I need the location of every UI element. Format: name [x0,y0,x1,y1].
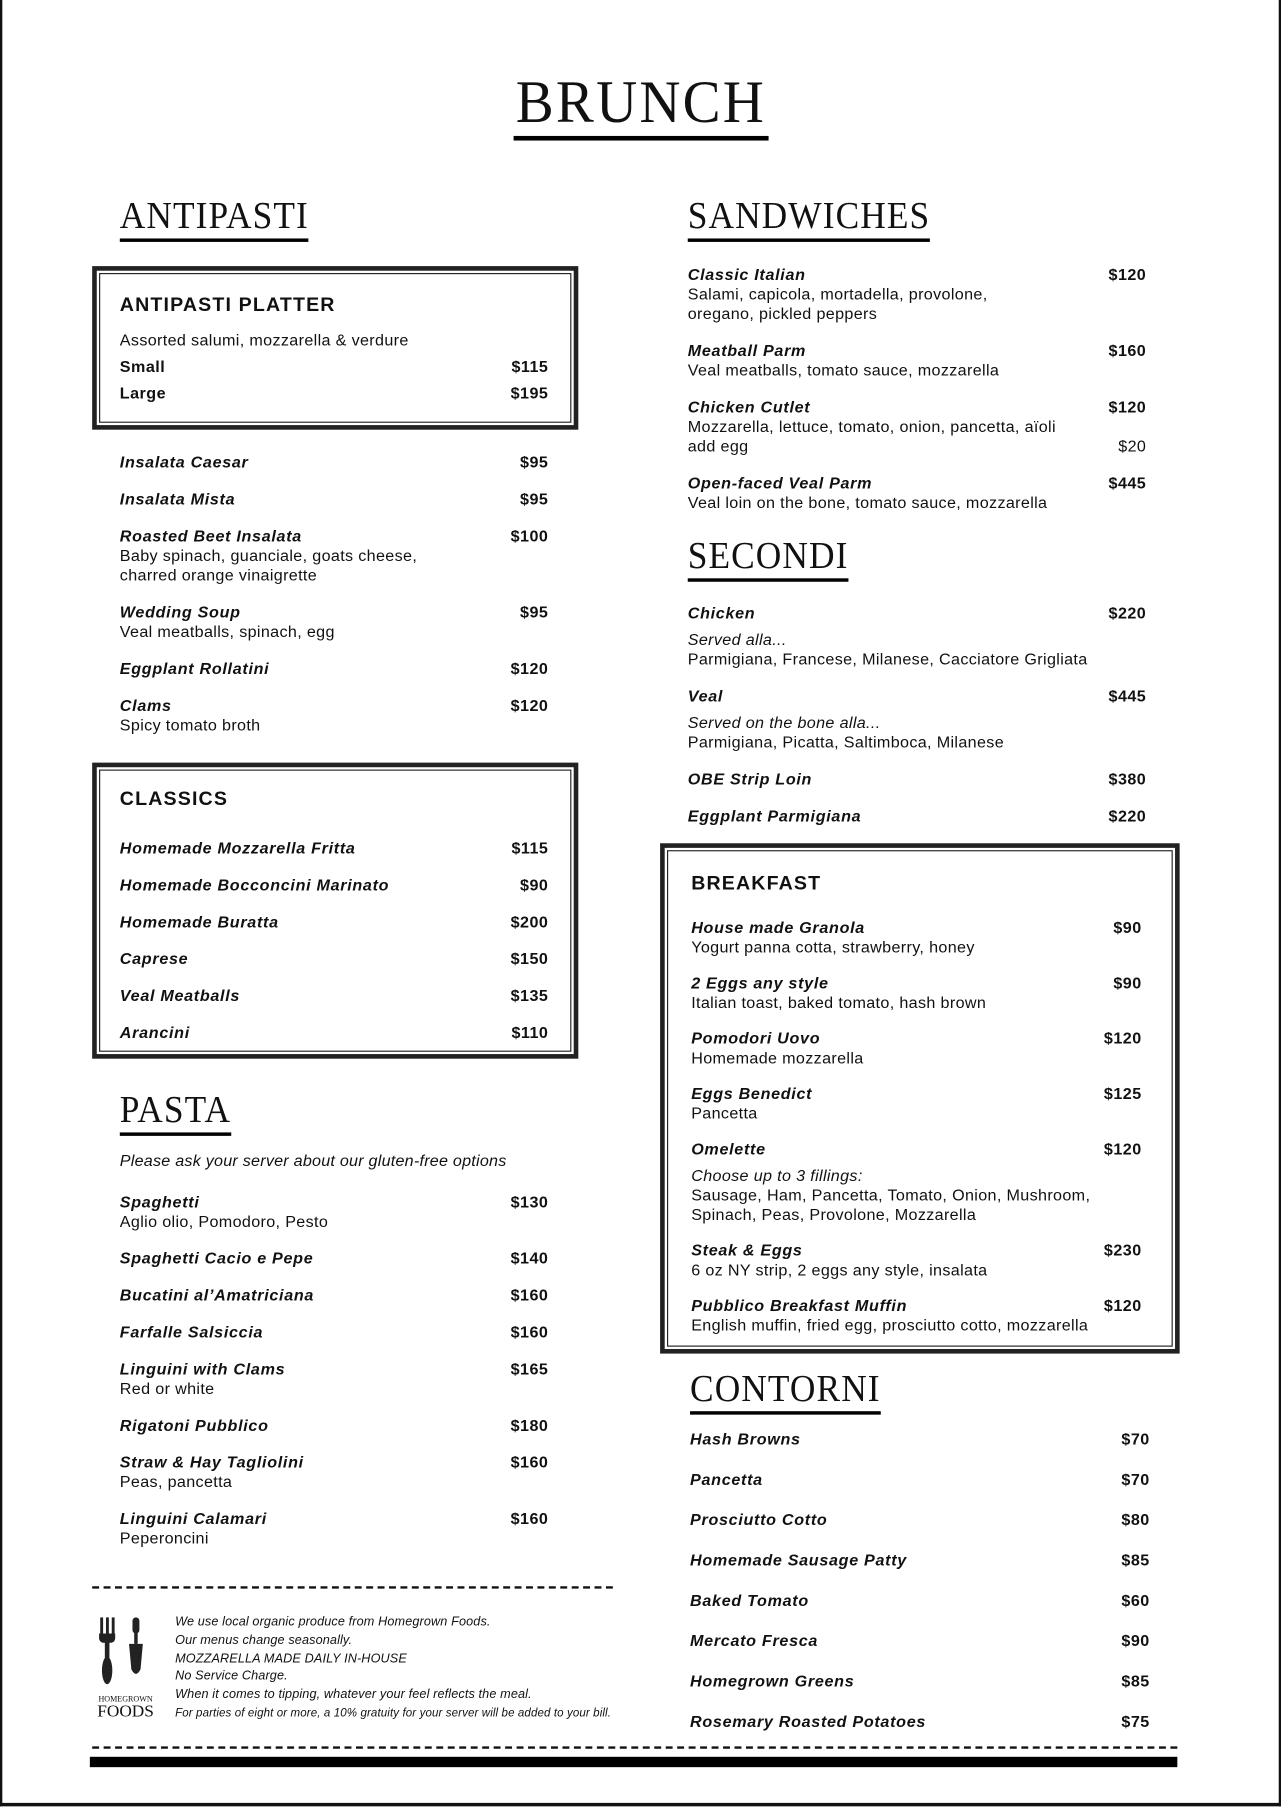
item-price: $160 [1108,340,1147,360]
menu-item [688,687,1146,753]
sandwiches-list [688,265,1146,530]
item-row [688,265,1146,285]
item-name: Baked Tomato [690,1590,809,1610]
item-price: $380 [1108,769,1147,788]
item-price: $70 [1121,1469,1150,1489]
menu-item [120,1453,549,1492]
item-row [691,1139,1141,1159]
item-row [691,1296,1141,1316]
item-row [690,1510,1150,1530]
item-price: $150 [510,949,549,968]
item-row [120,876,549,896]
item-name: Eggplant Rollatini [119,658,270,678]
item-row [120,1416,549,1436]
item-name: Pubblico Breakfast Muffin [691,1296,908,1315]
item-name: Classic Italian [687,264,806,284]
menu-item [691,1296,1141,1335]
item-price: $110 [511,1022,549,1042]
item-name: Farfalle Salsiccia [119,1322,264,1341]
item-name: Steak & Eggs [691,1240,803,1260]
item-price: $90 [1113,973,1142,992]
item-price: $90 [1121,1631,1150,1650]
item-price: $80 [1121,1510,1150,1529]
menu-item [691,1084,1141,1123]
item-note: Served on the bone alla... [687,713,881,732]
antipasti-list [120,453,549,753]
item-name: 2 Eggs any style [691,973,829,992]
item-row [690,1591,1150,1611]
menu-item [690,1510,1150,1530]
menu-item [690,1631,1150,1651]
menu-item [690,1470,1150,1490]
item-row [691,918,1141,938]
item-price: $120 [1103,1028,1142,1048]
menu-item [688,265,1146,324]
item-name: Homemade Buratta [119,912,279,931]
item-name: Hash Browns [690,1429,801,1449]
item-row [690,1430,1150,1450]
item-row [688,604,1146,624]
item-price: $135 [510,986,549,1005]
item-price: $130 [510,1192,549,1211]
item-price: $230 [1103,1240,1142,1260]
pasta-list [120,1192,549,1565]
item-row [120,839,549,859]
menu-item [120,696,549,735]
item-description: English muffin, fried egg, prosciutto cotto, mozzarella [691,1315,1089,1335]
item-row [120,453,549,473]
item-row [120,1023,549,1043]
item-row [120,659,549,679]
addon-price: $20 [1118,436,1147,456]
menu-item [120,1359,549,1398]
item-name: Mercato Fresca [690,1631,819,1650]
addon-label: add egg [687,436,749,456]
item-price: $200 [510,912,549,931]
item-row [691,1241,1141,1261]
homegrown-logo: HOMEGROWN FOODS [94,1615,156,1721]
item-name: House made Granola [691,918,865,937]
item-description: Veal meatballs, spinach, egg [119,622,335,641]
secondi-heading: SECONDI [688,536,861,582]
secondi-list [688,604,1146,844]
footer-notes [175,1614,611,1723]
item-price: $70 [1121,1429,1150,1449]
footer-line: For parties of eight or more, a 10% gratuity for your server will be added to your bill. [175,1707,612,1720]
divider [92,1746,1177,1748]
item-price: $220 [1108,806,1147,825]
item-row [120,1453,549,1473]
item-name: Homegrown Greens [690,1671,855,1690]
platter-description: Assorted salumi, mozzarella & verdure [119,330,409,350]
size-label: Large [119,383,167,403]
menu-item [120,453,549,473]
menu-item [688,341,1146,380]
pasta-note: Please ask your server about our gluten-free options [119,1150,507,1170]
menu-item [120,602,549,641]
item-price: $220 [1108,603,1147,623]
item-price: $120 [1103,1139,1142,1158]
menu-item [691,1139,1141,1224]
item-price: $85 [1121,1550,1150,1570]
item-price: $75 [1121,1711,1150,1731]
item-description: Pancetta [691,1103,758,1123]
item-price: $165 [510,1359,549,1378]
item-name: Spaghetti [119,1192,200,1211]
item-price: $160 [510,1509,549,1528]
item-description: Sausage, Ham, Pancetta, Tomato, Onion, Mushroom, [691,1185,1091,1204]
item-name: Insalata Caesar [119,452,249,472]
item-price: $60 [1121,1590,1150,1610]
item-name: Homemade Mozzarella Fritta [119,838,356,858]
item-name: Omelette [691,1139,766,1158]
item-note: Served alla... [687,630,787,649]
breakfast-title: BREAKFAST [691,872,822,894]
contorni-list [690,1430,1150,1753]
item-price: $120 [510,695,549,715]
item-name: Bucatini al’Amatriciana [119,1285,315,1305]
menu-item [120,1286,549,1306]
item-row [120,602,549,622]
menu-item [690,1551,1150,1571]
item-price: $140 [510,1248,549,1268]
item-price: $90 [520,875,549,894]
divider [92,1586,613,1588]
menu-item [691,973,1141,1012]
menu-item [688,806,1146,826]
item-row [120,1249,549,1269]
item-name: Chicken [687,603,756,623]
menu-item [120,949,549,969]
item-name: Linguini with Clams [119,1359,286,1378]
item-description: Red or white [119,1378,215,1398]
antipasti-platter-box [92,266,578,430]
menu-item [120,490,549,510]
item-price: $95 [520,452,549,472]
size-label: Small [119,357,166,376]
menu-item [688,397,1146,456]
classics-title: CLASSICS [119,787,229,810]
menu-item [691,1241,1141,1280]
menu-item [688,604,1146,670]
platter-sizes [120,357,549,403]
antipasti-heading: ANTIPASTI [120,196,323,242]
item-description: 6 oz NY strip, 2 eggs any style, insalata [691,1260,988,1279]
menu-item [690,1591,1150,1611]
menu-title: BRUNCH [2,71,1278,140]
item-description: Yogurt panna cotta, strawberry, honey [691,937,975,957]
item-description: Spinach, Peas, Provolone, Mozzarella [691,1204,977,1224]
item-price: $160 [510,1452,549,1472]
item-description: Peperoncini [119,1528,209,1548]
item-row [688,473,1146,493]
item-note: Choose up to 3 fillings: [691,1165,863,1185]
item-name: Open-faced Veal Parm [687,473,873,492]
menu-item [120,876,549,896]
item-price: $120 [510,658,549,678]
footer-line: When it comes to tipping, whatever your feel reflects the meal. [175,1687,532,1702]
item-price: $100 [510,526,549,545]
item-price: $95 [520,602,549,621]
menu-item [120,1249,549,1269]
item-row [120,1192,549,1212]
item-description: charred orange vinaigrette [119,565,318,585]
platter-size-row [120,357,549,377]
menu-item [120,912,549,932]
item-price: $445 [1108,473,1147,492]
item-row [120,1286,549,1306]
item-name: Homemade Bocconcini Marinato [119,875,390,894]
size-price: $115 [511,357,549,376]
item-description: Mozzarella, lettuce, tomato, onion, pancetta, aïoli [687,417,1056,436]
footer-line: MOZZARELLA MADE DAILY IN-HOUSE [175,1651,407,1666]
item-row [690,1631,1150,1651]
item-name: Roasted Beet Insalata [119,526,302,545]
item-name: Linguini Calamari [119,1509,267,1528]
item-row [688,770,1146,790]
item-price: $160 [510,1285,549,1305]
item-row [120,1359,549,1379]
item-description: Spicy tomato broth [119,715,261,734]
classics-list [120,839,549,1043]
item-name: Homemade Sausage Patty [690,1550,907,1570]
item-name: Pomodori Uovo [691,1028,821,1048]
item-price: $120 [1108,264,1147,284]
menu-item [120,1322,549,1342]
item-row [120,490,549,510]
item-name: Eggs Benedict [691,1084,813,1103]
menu-item [688,473,1146,512]
item-name: Veal [687,686,724,706]
breakfast-list [691,918,1141,1335]
item-row [120,1322,549,1342]
footer-line: We use local organic produce from Homegrown Foods. [175,1615,491,1629]
item-row [120,526,549,546]
menu-item [688,770,1146,790]
item-description: Italian toast, baked tomato, hash brown [691,993,987,1012]
item-description: oregano, pickled peppers [687,304,878,323]
item-row [688,806,1146,826]
item-row [120,912,549,932]
pasta-heading: PASTA [120,1090,240,1136]
item-name: Prosciutto Cotto [690,1510,828,1529]
item-description: Salami, capicola, mortadella, provolone, [687,284,988,303]
menu-item [120,986,549,1006]
item-description: Aglio olio, Pomodoro, Pesto [119,1211,329,1231]
item-price: $120 [1108,397,1147,416]
item-addon [688,437,1146,457]
menu-item [120,1023,549,1043]
item-row [120,1509,549,1529]
item-price: $120 [1103,1296,1142,1315]
item-price: $90 [1113,918,1142,937]
item-row [691,1084,1141,1104]
item-description: Homemade mozzarella [691,1048,864,1067]
item-row [690,1672,1150,1692]
menu-item [120,839,549,859]
item-price: $85 [1121,1671,1150,1690]
item-name: Veal Meatballs [119,986,241,1005]
menu-item [120,659,549,679]
item-row [690,1470,1150,1490]
item-name: Insalata Mista [119,489,236,509]
item-row [120,986,549,1006]
item-row [688,341,1146,361]
item-name: Eggplant Parmigiana [687,806,862,825]
sandwiches-heading: SANDWICHES [688,196,949,242]
item-row [691,973,1141,993]
item-description: Veal loin on the bone, tomato sauce, mozzarella [687,493,1048,512]
platter-size-row [120,384,549,404]
item-row [120,949,549,969]
item-row [691,1029,1141,1049]
item-price: $115 [511,838,549,858]
item-name: Clams [119,695,172,715]
item-row [690,1712,1150,1732]
footer-line: No Service Charge. [175,1669,288,1684]
item-price: $95 [520,489,549,509]
menu-item [120,1416,549,1436]
item-name: OBE Strip Loin [687,769,813,788]
menu-item [690,1430,1150,1450]
item-name: Arancini [119,1022,190,1042]
item-description: Parmigiana, Picatta, Saltimboca, Milanese [687,732,1005,752]
item-description: Parmigiana, Francese, Milanese, Cacciatore Grigliata [687,649,1088,669]
item-name: Pancetta [690,1469,763,1489]
bottom-bar [90,1757,1177,1767]
classics-box [92,763,578,1059]
size-price: $195 [510,383,549,403]
contorni-heading: CONTORNI [690,1369,895,1415]
fork-trowel-icon [94,1615,156,1686]
menu-item [691,1029,1141,1068]
item-description: Peas, pancetta [119,1472,233,1491]
breakfast-box [660,843,1180,1353]
item-name: Rigatoni Pubblico [119,1415,269,1435]
menu-item [690,1672,1150,1692]
menu-item [690,1712,1150,1732]
item-price: $180 [510,1415,549,1435]
item-description: Veal meatballs, tomato sauce, mozzarella [687,360,1000,380]
item-name: Straw & Hay Tagliolini [119,1452,304,1472]
menu-item [120,1509,549,1548]
item-name: Spaghetti Cacio e Pepe [119,1248,314,1268]
menu-item [691,918,1141,957]
item-name: Caprese [119,949,189,968]
menu-item [120,526,549,585]
item-row [120,696,549,716]
item-price: $125 [1103,1084,1142,1103]
item-name: Wedding Soup [119,602,241,621]
item-row [688,397,1146,417]
item-price: $445 [1108,686,1147,706]
platter-title: ANTIPASTI PLATTER [119,293,336,316]
menu-item [120,1192,549,1231]
item-name: Rosemary Roasted Potatoes [690,1711,927,1731]
footer-line: Our menus change seasonally. [175,1633,353,1648]
item-name: Chicken Cutlet [687,397,811,416]
item-name: Meatball Parm [687,340,807,360]
item-row [688,687,1146,707]
item-description: Baby spinach, guanciale, goats cheese, [119,546,418,565]
item-row [690,1551,1150,1571]
item-price: $160 [510,1322,549,1341]
